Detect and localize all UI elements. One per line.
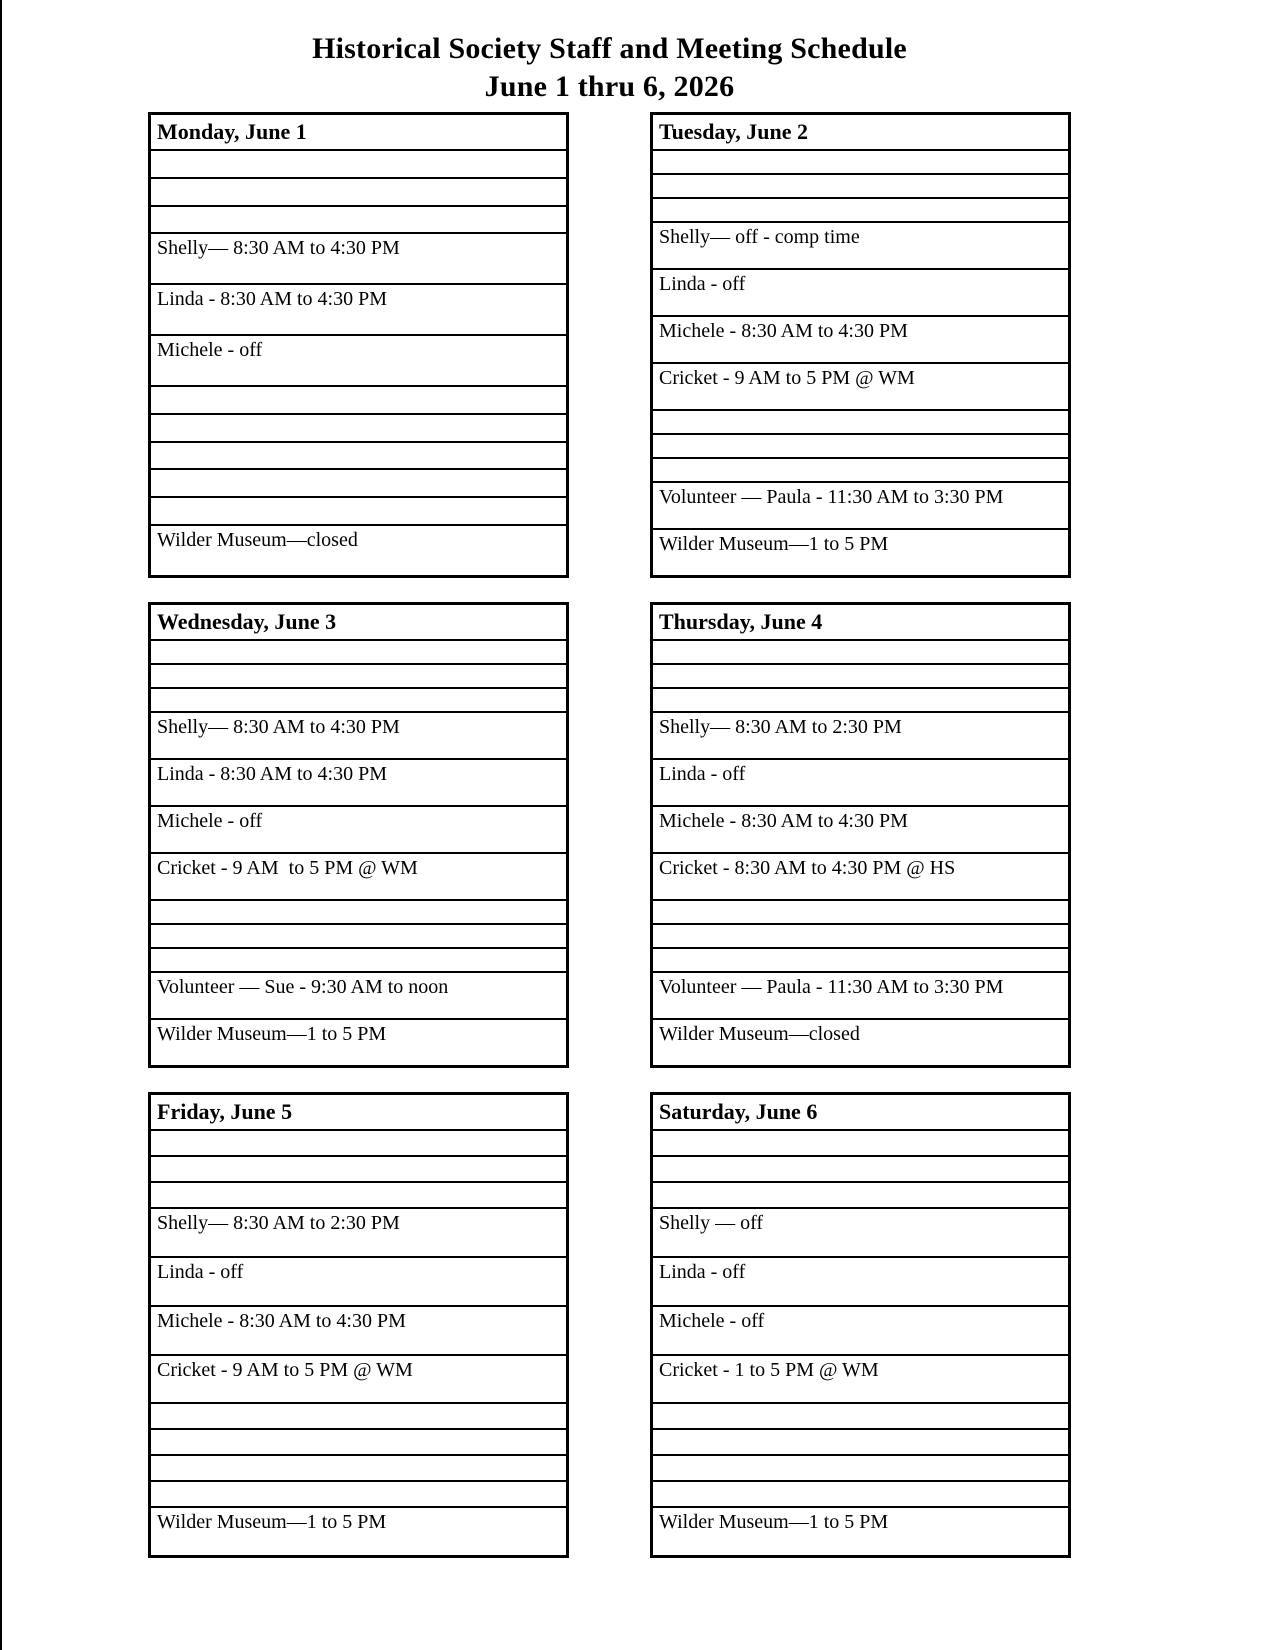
schedule-row-wilder-museum: Wilder Museum—1 to 5 PM (151, 1506, 566, 1555)
page-subtitle: June 1 thru 6, 2026 (484, 70, 735, 103)
schedule-row (151, 1181, 566, 1207)
schedule-row-volunteer: Volunteer — Paula - 11:30 AM to 3:30 PM (653, 971, 1068, 1018)
schedule-row (653, 1480, 1068, 1506)
schedule-row-michele: Michele - off (151, 334, 566, 385)
schedule-row (151, 413, 566, 441)
schedule-row-wilder-museum: Wilder Museum—1 to 5 PM (653, 528, 1068, 575)
schedule-row-shelly: Shelly— 8:30 AM to 2:30 PM (653, 711, 1068, 758)
schedule-row-cricket: Cricket - 9 AM to 5 PM @ WM (151, 852, 566, 899)
schedule-row-michele: Michele - off (151, 805, 566, 852)
schedule-row-michele: Michele - 8:30 AM to 4:30 PM (151, 1305, 566, 1354)
schedule-row-volunteer: Volunteer — Sue - 9:30 AM to noon (151, 971, 566, 1018)
schedule-row (151, 177, 566, 205)
page-title: Historical Society Staff and Meeting Schedule (312, 32, 907, 65)
schedule-row-wilder-museum: Wilder Museum—closed (151, 524, 566, 575)
day-box-friday (148, 1092, 569, 1558)
schedule-row-linda: Linda - off (653, 268, 1068, 315)
day-header-monday: Monday, June 1 (157, 119, 307, 144)
schedule-row-cricket: Cricket - 9 AM to 5 PM @ WM (151, 1354, 566, 1403)
schedule-row (151, 923, 566, 947)
day-header-wednesday: Wednesday, June 3 (157, 609, 337, 634)
schedule-row (653, 1454, 1068, 1480)
schedule-row (653, 173, 1068, 197)
schedule-row (653, 433, 1068, 457)
schedule-row-cricket: Cricket - 1 to 5 PM @ WM (653, 1354, 1068, 1403)
day-box-tuesday (650, 112, 1071, 578)
schedule-row (151, 496, 566, 524)
day-header-thursday: Thursday, June 4 (659, 609, 823, 634)
schedule-row (653, 1181, 1068, 1207)
schedule-row-cricket: Cricket - 8:30 AM to 4:30 PM @ HS (653, 852, 1068, 899)
schedule-row-shelly: Shelly— 8:30 AM to 4:30 PM (151, 232, 566, 283)
schedule-row-shelly: Shelly— 8:30 AM to 2:30 PM (151, 1207, 566, 1256)
day-header-tuesday: Tuesday, June 2 (659, 119, 808, 144)
schedule-row (151, 947, 566, 971)
day-box-saturday (650, 1092, 1071, 1558)
day-box-wednesday (148, 602, 569, 1068)
schedule-row (151, 1129, 566, 1155)
schedule-row (653, 409, 1068, 433)
schedule-row (653, 457, 1068, 481)
schedule-row (151, 1402, 566, 1428)
schedule-row-shelly: Shelly— 8:30 AM to 4:30 PM (151, 711, 566, 758)
schedule-row-linda: Linda - off (653, 758, 1068, 805)
schedule-row (151, 1155, 566, 1181)
schedule-row-cricket: Cricket - 9 AM to 5 PM @ WM (653, 362, 1068, 409)
schedule-row (151, 385, 566, 413)
schedule-row (653, 663, 1068, 687)
schedule-row (653, 1129, 1068, 1155)
day-header-friday: Friday, June 5 (157, 1099, 293, 1124)
day-box-thursday (650, 602, 1071, 1068)
schedule-row (653, 1402, 1068, 1428)
schedule-row-linda: Linda - 8:30 AM to 4:30 PM (151, 758, 566, 805)
schedule-row (653, 687, 1068, 711)
schedule-row (151, 687, 566, 711)
schedule-row (151, 1454, 566, 1480)
schedule-row (653, 1155, 1068, 1181)
schedule-row-michele: Michele - 8:30 AM to 4:30 PM (653, 805, 1068, 852)
schedule-row (151, 899, 566, 923)
schedule-row (151, 468, 566, 496)
schedule-row-linda: Linda - off (653, 1256, 1068, 1305)
page-header (148, 30, 1071, 106)
schedule-row (653, 149, 1068, 173)
schedule-row (151, 1428, 566, 1454)
day-header-saturday: Saturday, June 6 (659, 1099, 818, 1124)
schedule-row-wilder-museum: Wilder Museum—closed (653, 1018, 1068, 1065)
schedule-row-wilder-museum: Wilder Museum—1 to 5 PM (151, 1018, 566, 1065)
schedule-row (151, 663, 566, 687)
schedule-row (151, 149, 566, 177)
schedule-row-volunteer: Volunteer — Paula - 11:30 AM to 3:30 PM (653, 481, 1068, 528)
schedule-row-shelly: Shelly— off - comp time (653, 221, 1068, 268)
schedule-row-linda: Linda - 8:30 AM to 4:30 PM (151, 283, 566, 334)
schedule-row (151, 1480, 566, 1506)
schedule-row (151, 205, 566, 233)
schedule-row-michele: Michele - 8:30 AM to 4:30 PM (653, 315, 1068, 362)
schedule-row-shelly: Shelly — off (653, 1207, 1068, 1256)
schedule-row (653, 947, 1068, 971)
day-box-monday (148, 112, 569, 578)
schedule-row (653, 923, 1068, 947)
schedule-row-linda: Linda - off (151, 1256, 566, 1305)
schedule-row (653, 899, 1068, 923)
schedule-row (151, 639, 566, 663)
schedule-row (653, 197, 1068, 221)
schedule-row (653, 639, 1068, 663)
schedule-row (151, 441, 566, 469)
schedule-row-michele: Michele - off (653, 1305, 1068, 1354)
schedule-row (653, 1428, 1068, 1454)
schedule-row-wilder-museum: Wilder Museum—1 to 5 PM (653, 1506, 1068, 1555)
